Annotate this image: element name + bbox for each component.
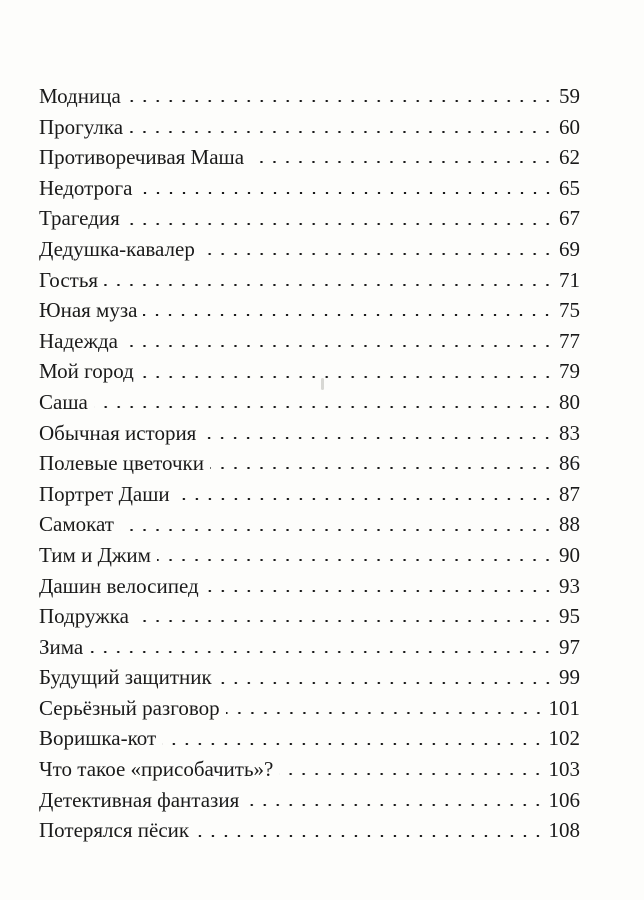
toc-entry-title: Подружка [39,604,129,629]
toc-entry-page-number: 71 [559,267,580,292]
toc-entry [39,173,580,204]
toc-entry-title: Недотрога [39,175,133,200]
paper-mark [321,378,324,390]
toc-entry-page-number: 93 [559,573,580,598]
toc-entry-page-number: 62 [559,145,580,170]
toc-entry-page-number: 95 [559,604,580,629]
dot-leader [202,437,554,439]
dot-leader [89,651,554,653]
toc-entry [39,662,580,693]
toc-entry [39,448,580,479]
toc-entry-page-number: 83 [559,420,580,445]
toc-entry-page-number: 102 [548,726,580,751]
toc-entry [39,632,580,663]
toc-entry [39,112,580,143]
dot-leader [245,804,544,806]
dot-leader [250,161,554,163]
toc-entry-page-number: 88 [559,512,580,537]
dot-leader [210,467,554,469]
toc-entry-title: Потерялся пёсик [39,818,190,843]
toc-entry-page-number: 87 [559,481,580,506]
toc-entry-page-number: 101 [548,695,580,720]
toc-entry-title: Самокат [39,512,114,537]
toc-entry-title: Портрет Даши [39,481,170,506]
toc-entry-page-number: 79 [559,359,580,384]
toc-entry [39,295,580,326]
toc-entry [39,81,580,112]
toc-entry [39,540,580,571]
toc-entry-page-number: 99 [559,665,580,690]
toc-entry-title: Модница [39,84,121,108]
dot-leader [104,284,554,286]
toc-entry [39,815,580,846]
dot-leader [139,192,555,194]
toc-entry-title: Трагедия [39,206,120,231]
dot-leader [135,620,554,622]
dot-leader [94,406,554,408]
toc-entry-title: Противоречивая Маша [39,145,245,170]
dot-leader [127,100,554,102]
toc-entry-page-number: 80 [559,389,580,414]
toc-entry-page-number: 106 [548,787,580,812]
toc-entry-title: Зима [39,634,84,659]
toc-entry-title: Саша [39,389,88,414]
toc-entry-title: Тим и Джим [39,542,151,567]
toc-entry-title: Что такое «присобачить»? [39,757,274,782]
toc-entry-page-number: 103 [548,757,580,782]
toc-entry-page-number: 59 [559,84,580,108]
toc-entry-title: Прогулка [39,114,124,139]
toc-entry [39,418,580,449]
toc-entry-title: Воришка-кот [39,726,157,751]
toc-entry [39,571,580,602]
dot-leader [140,376,554,378]
toc-entry-title: Серьёзный разговор [39,695,220,720]
dot-leader [129,131,554,133]
toc-entry-page-number: 60 [559,114,580,139]
toc-entry-page-number: 69 [559,236,580,261]
toc-entry [39,601,580,632]
toc-entry [39,234,580,265]
toc-entry-page-number: 86 [559,451,580,476]
toc-entry-title: Мой город [39,359,134,384]
toc-entry [39,693,580,724]
dot-leader [205,590,554,592]
toc-entry-title: Гостья [39,267,99,292]
dot-leader [126,223,554,225]
toc-entry [39,785,580,816]
dot-leader [124,345,554,347]
dot-leader [120,529,554,531]
table-of-contents [39,81,580,846]
toc-entry-page-number: 108 [548,818,580,843]
toc-entry [39,387,580,418]
toc-entry [39,356,580,387]
dot-leader [279,773,544,775]
toc-entry [39,142,580,173]
toc-entry [39,265,580,296]
toc-entry [39,479,580,510]
toc-entry-title: Дедушка-кавалер [39,236,195,261]
toc-entry [39,723,580,754]
toc-entry-title: Полевые цветочки [39,451,204,476]
toc-entry-title: Детективная фантазия [39,787,240,812]
dot-leader [143,314,554,316]
toc-entry-title: Надежда [39,328,119,353]
toc-entry-page-number: 77 [559,328,580,353]
toc-entry-title: Юная муза [39,298,138,323]
toc-entry-title: Дашин велосипед [39,573,199,598]
toc-entry-title: Будущий защитник [39,665,212,690]
toc-entry [39,326,580,357]
toc-entry [39,203,580,234]
toc-entry-page-number: 65 [559,175,580,200]
dot-leader [218,682,554,684]
dot-leader [157,559,554,561]
dot-leader [162,743,544,745]
dot-leader [201,253,554,255]
dot-leader [176,498,554,500]
toc-entry [39,509,580,540]
dot-leader [195,835,544,837]
toc-entry-page-number: 90 [559,542,580,567]
toc-entry-page-number: 67 [559,206,580,231]
toc-entry [39,754,580,785]
toc-entry-page-number: 97 [559,634,580,659]
toc-entry-page-number: 75 [559,298,580,323]
dot-leader [226,712,545,714]
toc-entry-title: Обычная история [39,420,197,445]
